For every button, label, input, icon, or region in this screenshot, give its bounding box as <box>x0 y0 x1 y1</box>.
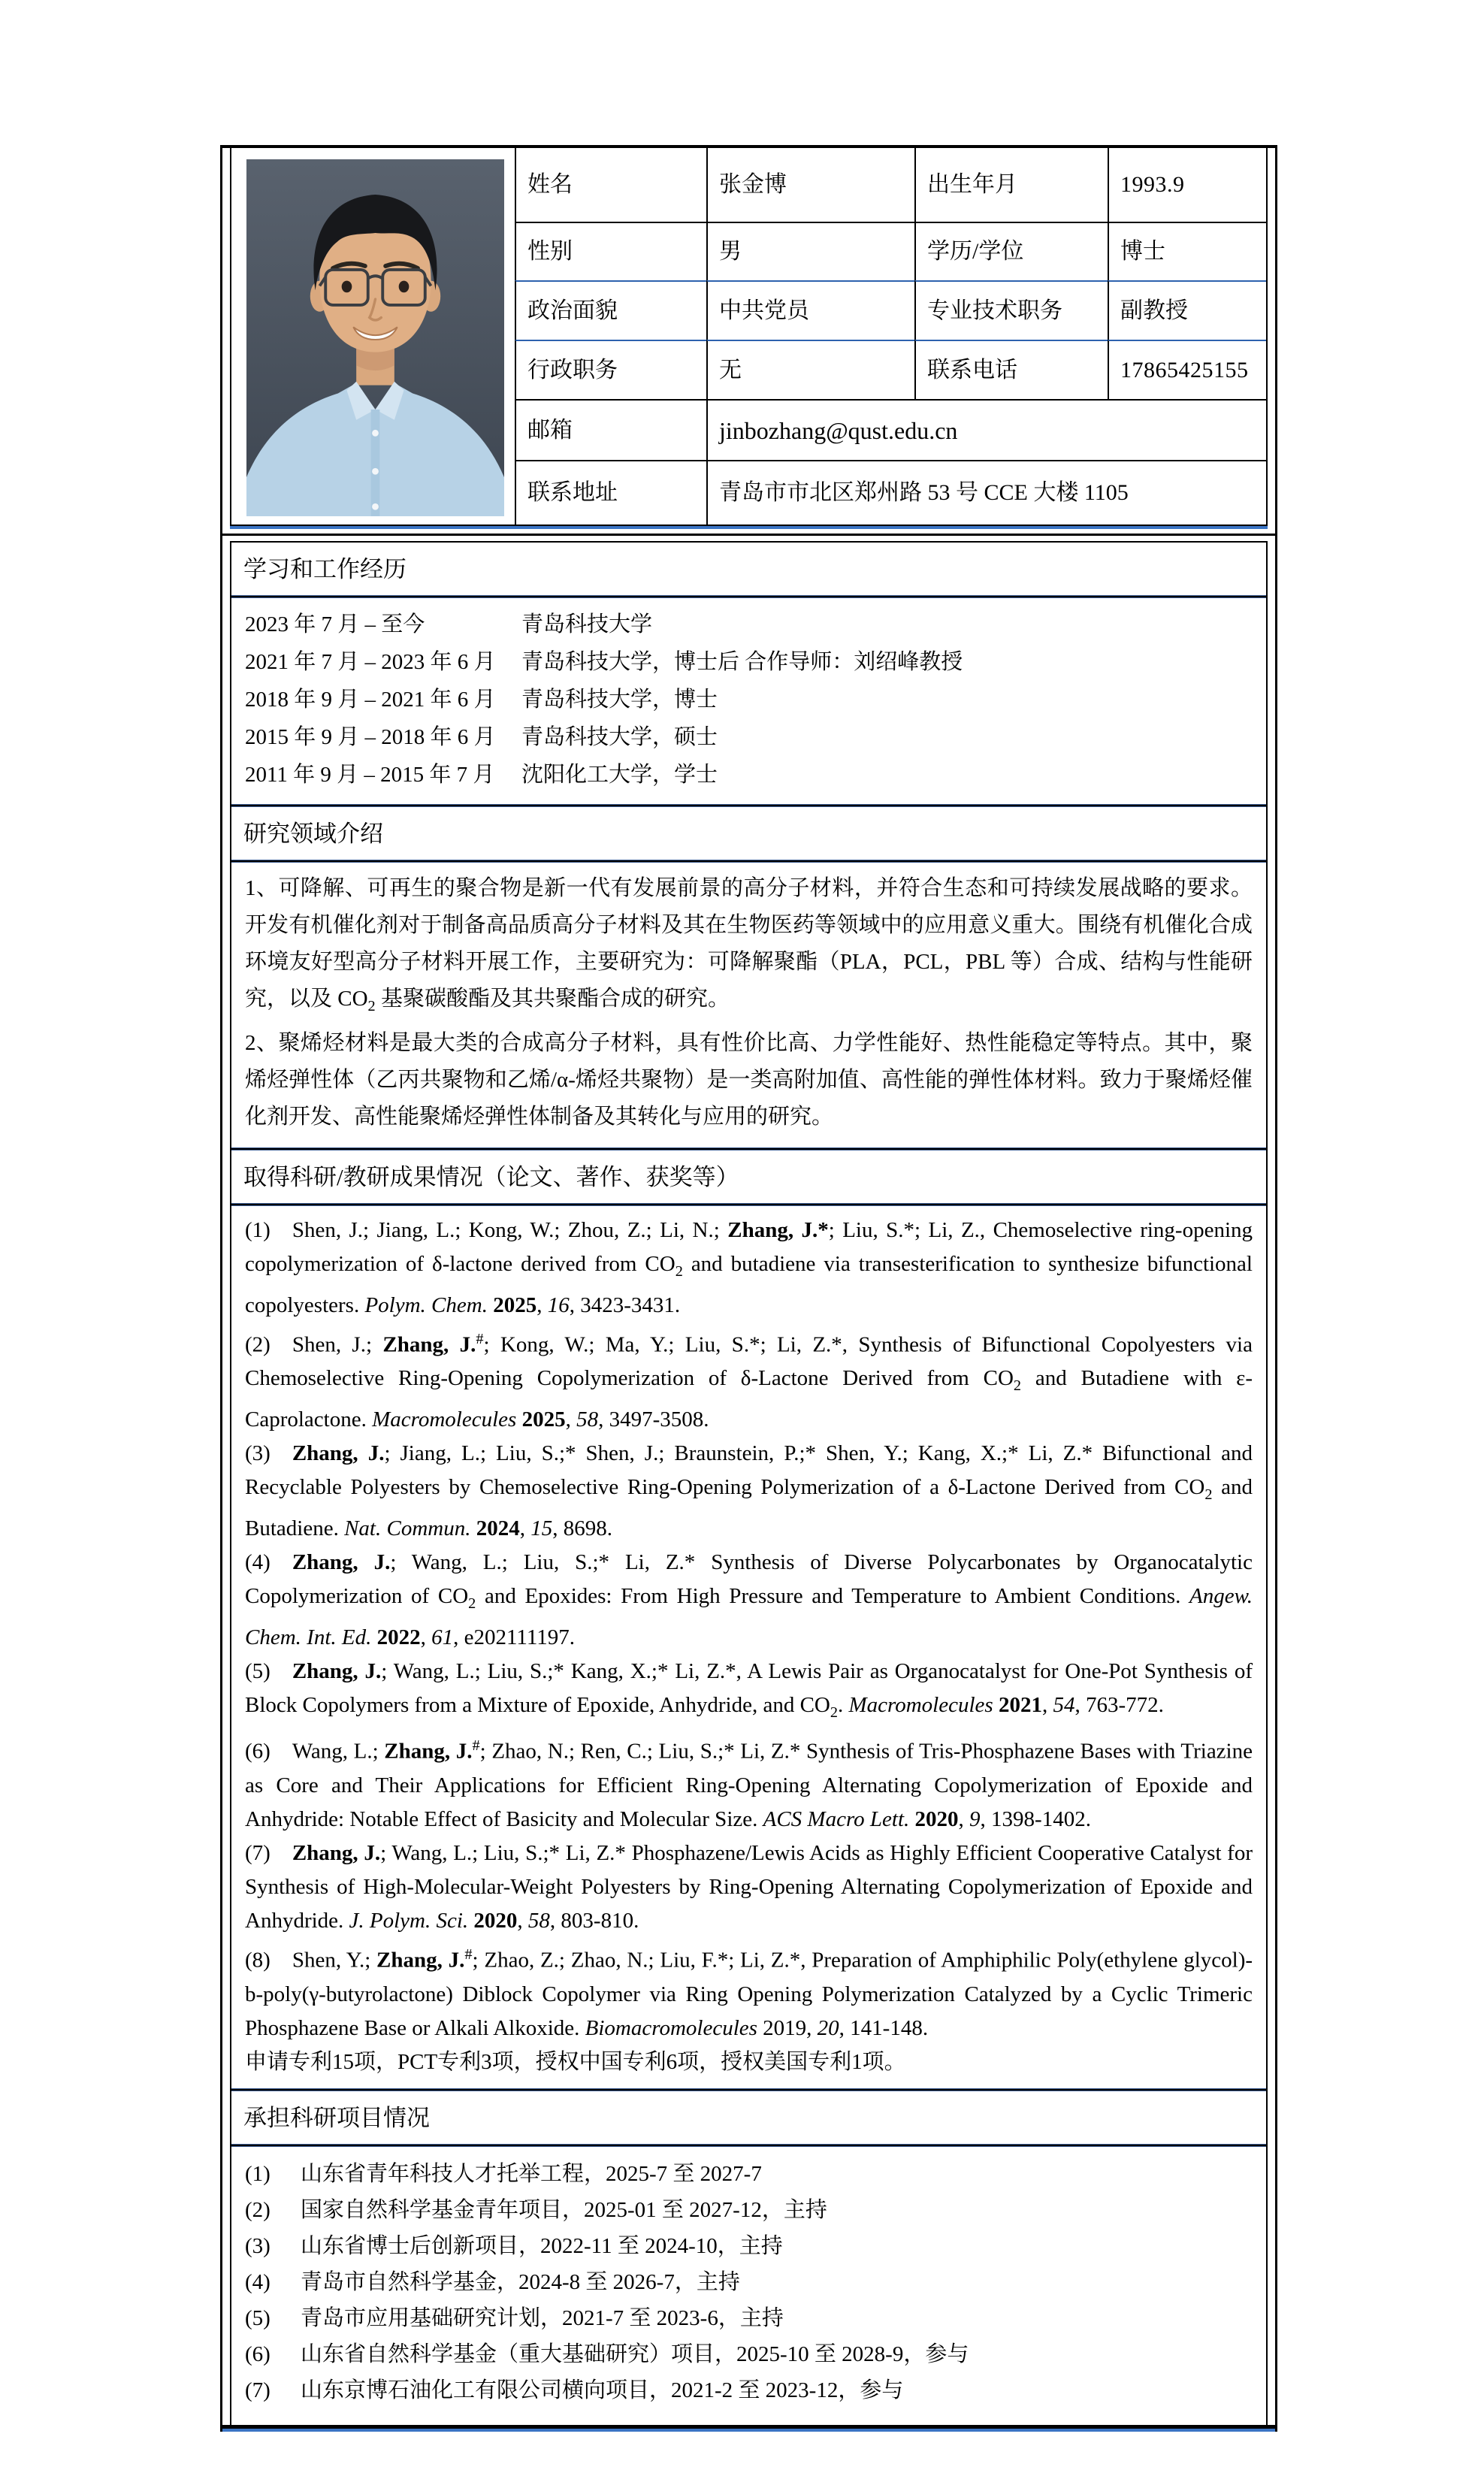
experience-period: 2023 年 7 月 – 至今 <box>245 612 425 636</box>
field-label-degree: 学历/学位 <box>914 222 1108 280</box>
project-item <box>245 2264 1253 2300</box>
project-text: 青岛市应用基础研究计划，2021-7 至 2023-6，主持 <box>301 2305 784 2330</box>
portrait-illustration <box>246 159 504 516</box>
project-number: (1) <box>245 2161 271 2186</box>
experience-detail: 青岛科技大学 <box>521 612 653 636</box>
section-body-projects <box>231 2147 1266 2425</box>
publication-entry: (6) Wang, L.; Zhang, J.#; Zhao, N.; Ren, C.; Liu, S.;* Li, Z.* Synthesis of Tris-Phosphazene Bases with Triazine as Core and Their Applications for Efficient Ring-Opening Alternating Copolymerization of Epoxide and Anhydride: Notable Effect of Basicity and Molecular Size. ACS Macro Lett. 2020, 9, 1398-1402. <box>245 1737 1253 1832</box>
field-value-name: 张金博 <box>706 148 914 222</box>
section-title-publications: 取得科研/教研成果情况（论文、著作、获奖等） <box>243 1163 739 1190</box>
project-item <box>245 2228 1253 2264</box>
research-paragraph: 2、聚烯烃材料是最大类的合成高分子材料，具有性价比高、力学性能好、热性能稳定等特点。其中，聚烯烃弹性体（乙丙共聚物和乙烯/α-烯烃共聚物）是一类高附加值、高性能的弹性体材料。致力于聚烯烃催化剂开发、高性能聚烯烃弹性体制备及其转化与应用的研究。 <box>245 1030 1253 1129</box>
experience-item <box>245 718 1253 756</box>
publication-entry: (2) Shen, J.; Zhang, J.#; Kong, W.; Ma, Y.; Liu, S.*; Li, Z.*, Synthesis of Bifunctional Copolyesters via Chemoselective Ring-Opening Copolymerization of δ-Lactone Derived from $CO_2$ and Butadiene with ε-Caprolactone. Macromolecules 2025, 58, 3497-3508. <box>245 1330 1253 1432</box>
personal-info-table <box>230 148 1268 526</box>
publication-entry: (5) Zhang, J.; Wang, L.; Liu, S.;* Kang, X.;* Li, Z.*, A Lewis Pair as Organocatalyst for One-Pot Synthesis of Block Copolymers from a Mixture of Epoxide, Anhydride, and $CO_2$. Macromolecules 2021, 54, 763-772. <box>245 1658 1253 1721</box>
field-label-political: 政治面貌 <box>515 280 706 340</box>
profile-photo-cell <box>231 148 515 525</box>
field-value-degree: 博士 <box>1108 222 1266 280</box>
profile-photo <box>246 159 504 516</box>
project-text: 山东京博石油化工有限公司横向项目，2021-2 至 2023-12，参与 <box>301 2378 904 2402</box>
publication-entry: (7) Zhang, J.; Wang, L.; Liu, S.;* Li, Z.* Phosphazene/Lewis Acids as Highly Efficient Cooperative Catalyst for Synthesis of High-Molecular-Weight Polyesters by Ring-Opening Alternating Copolymerization of Epoxide and Anhydride. J. Polym. Sci. 2020, 58, 803-810. <box>245 1841 1253 1933</box>
field-label-birth: 出生年月 <box>914 148 1108 222</box>
experience-detail: 沈阳化工大学，学士 <box>521 763 718 787</box>
experience-period: 2018 年 9 月 – 2021 年 6 月 <box>245 688 496 712</box>
project-item <box>245 2156 1253 2192</box>
project-item <box>245 2336 1253 2372</box>
experience-period: 2011 年 9 月 – 2015 年 7 月 <box>245 763 495 787</box>
experience-period: 2015 年 9 月 – 2018 年 6 月 <box>245 725 496 749</box>
publication-entry: (3) Zhang, J.; Jiang, L.; Liu, S.;* Shen, J.; Braunstein, P.;* Shen, Y.; Kang, X.;* Li, Z.* Bifunctional and Recyclable Polyesters by Chemoselective Ring-Opening Polymerization of a δ-Lactone Derived from $CO_2$ and Butadiene. Nat. Commun. 2024, 15, 8698. <box>245 1441 1253 1540</box>
project-text: 国家自然科学基金青年项目，2025-01 至 2027-12，主持 <box>301 2197 827 2222</box>
field-value-birth: 1993.9 <box>1108 148 1266 222</box>
field-label-address: 联系地址 <box>515 460 706 525</box>
patent-summary: 申请专利15项，PCT专利3项，授权中国专利6项，授权美国专利1项。 <box>245 2049 906 2074</box>
research-paragraph: 1、可降解、可再生的聚合物是新一代有发展前景的高分子材料，并符合生态和可持续发展战略的要求。开发有机催化剂对于制备高品质高分子材料及其在生物医药等领域中的应用意义重大。围绕有机催化合成环境友好型高分子材料开展工作，主要研究为：可降解聚酯（PLA，PCL，PBL 等）合成、结构与性能研究，以及 $CO_2$ 基聚碳酸酯及其共聚酯合成的研究。 <box>245 876 1253 1014</box>
field-label-phone: 联系电话 <box>914 340 1108 399</box>
project-number: (2) <box>245 2197 271 2222</box>
publication-entry: (4) Zhang, J.; Wang, L.; Liu, S.;* Li, Z.* Synthesis of Diverse Polycarbonates by Organocatalytic Copolymerization of $CO_2$ and Epoxides: From High Pressure and Temperature to Ambient Conditions. Angew. Chem. Int. Ed. 2022, 61, e202111197. <box>245 1549 1253 1649</box>
cv-document <box>220 145 1277 2432</box>
field-label-email: 邮箱 <box>515 399 706 460</box>
project-number: (4) <box>245 2269 271 2294</box>
experience-detail: 青岛科技大学，博士后 合作导师：刘绍峰教授 <box>521 650 963 674</box>
project-item <box>245 2192 1253 2228</box>
experience-item <box>245 606 1253 643</box>
section-body-research <box>231 863 1266 1147</box>
field-value-email: jinbozhang@qust.edu.cn <box>706 399 1266 460</box>
experience-period: 2021 年 7 月 – 2023 年 6 月 <box>245 650 496 674</box>
project-item <box>245 2372 1253 2408</box>
field-label-title: 专业技术职务 <box>914 280 1108 340</box>
project-number: (3) <box>245 2233 271 2258</box>
experience-item <box>245 681 1253 718</box>
field-label-admin: 行政职务 <box>515 340 706 399</box>
document-bottom-accent-line <box>222 2429 1275 2432</box>
project-text: 山东省博士后创新项目，2022-11 至 2024-10，主持 <box>301 2233 783 2258</box>
field-value-gender: 男 <box>706 222 914 280</box>
publication-entry: (1) Shen, J.; Jiang, L.; Kong, W.; Zhou, Z.; Li, N.; Zhang, J.*; Liu, S.*; Li, Z., Chemoselective ring-opening copolymerization of δ-lactone derived from $CO_2$ and butadiene via transesterification to synthesize bifunctional copolyesters. Polym. Chem. 2025, 16, 3423-3431. <box>245 1217 1253 1317</box>
field-value-title: 副教授 <box>1108 280 1266 340</box>
field-value-political: 中共党员 <box>706 280 914 340</box>
section-body-publications <box>231 1206 1266 2088</box>
field-value-admin: 无 <box>706 340 914 399</box>
experience-item <box>245 756 1253 794</box>
field-value-address: 青岛市市北区郑州路 53 号 CCE 大楼 1105 <box>706 460 1266 525</box>
experience-detail: 青岛科技大学，硕士 <box>521 725 718 749</box>
field-label-gender: 性别 <box>515 222 706 280</box>
section-body-experience <box>231 598 1266 804</box>
publication-entry: (8) Shen, Y.; Zhang, J.#; Zhao, Z.; Zhao, N.; Liu, F.*; Li, Z.*, Preparation of Amphiphilic Poly(ethylene glycol)-b-poly(γ-butyrolactone) Diblock Copolymer via Ring Opening Polymerization Catalyzed by a Cyclic Trimeric Phosphazene Base or Alkali Alkoxide. Biomacromolecules 2019, 20, 141-148. <box>245 1946 1253 2040</box>
experience-item <box>245 643 1253 681</box>
experience-detail: 青岛科技大学，博士 <box>521 688 718 712</box>
section-title-projects: 承担科研项目情况 <box>243 2104 430 2131</box>
project-item <box>245 2300 1253 2336</box>
project-text: 山东省自然科学基金（重大基础研究）项目，2025-10 至 2028-9，参与 <box>301 2342 969 2366</box>
field-label-name: 姓名 <box>515 148 706 222</box>
section-title-research: 研究领域介绍 <box>243 821 383 847</box>
field-value-phone: 17865425155 <box>1108 340 1266 399</box>
project-number: (6) <box>245 2342 271 2366</box>
project-number: (5) <box>245 2305 271 2330</box>
section-title-experience: 学习和工作经历 <box>243 556 407 582</box>
project-number: (7) <box>245 2378 271 2402</box>
project-text: 山东省青年科技人才托举工程，2025-7 至 2027-7 <box>301 2161 762 2186</box>
cv-sections <box>230 541 1268 2425</box>
project-text: 青岛市自然科学基金，2024-8 至 2026-7，主持 <box>301 2269 740 2294</box>
